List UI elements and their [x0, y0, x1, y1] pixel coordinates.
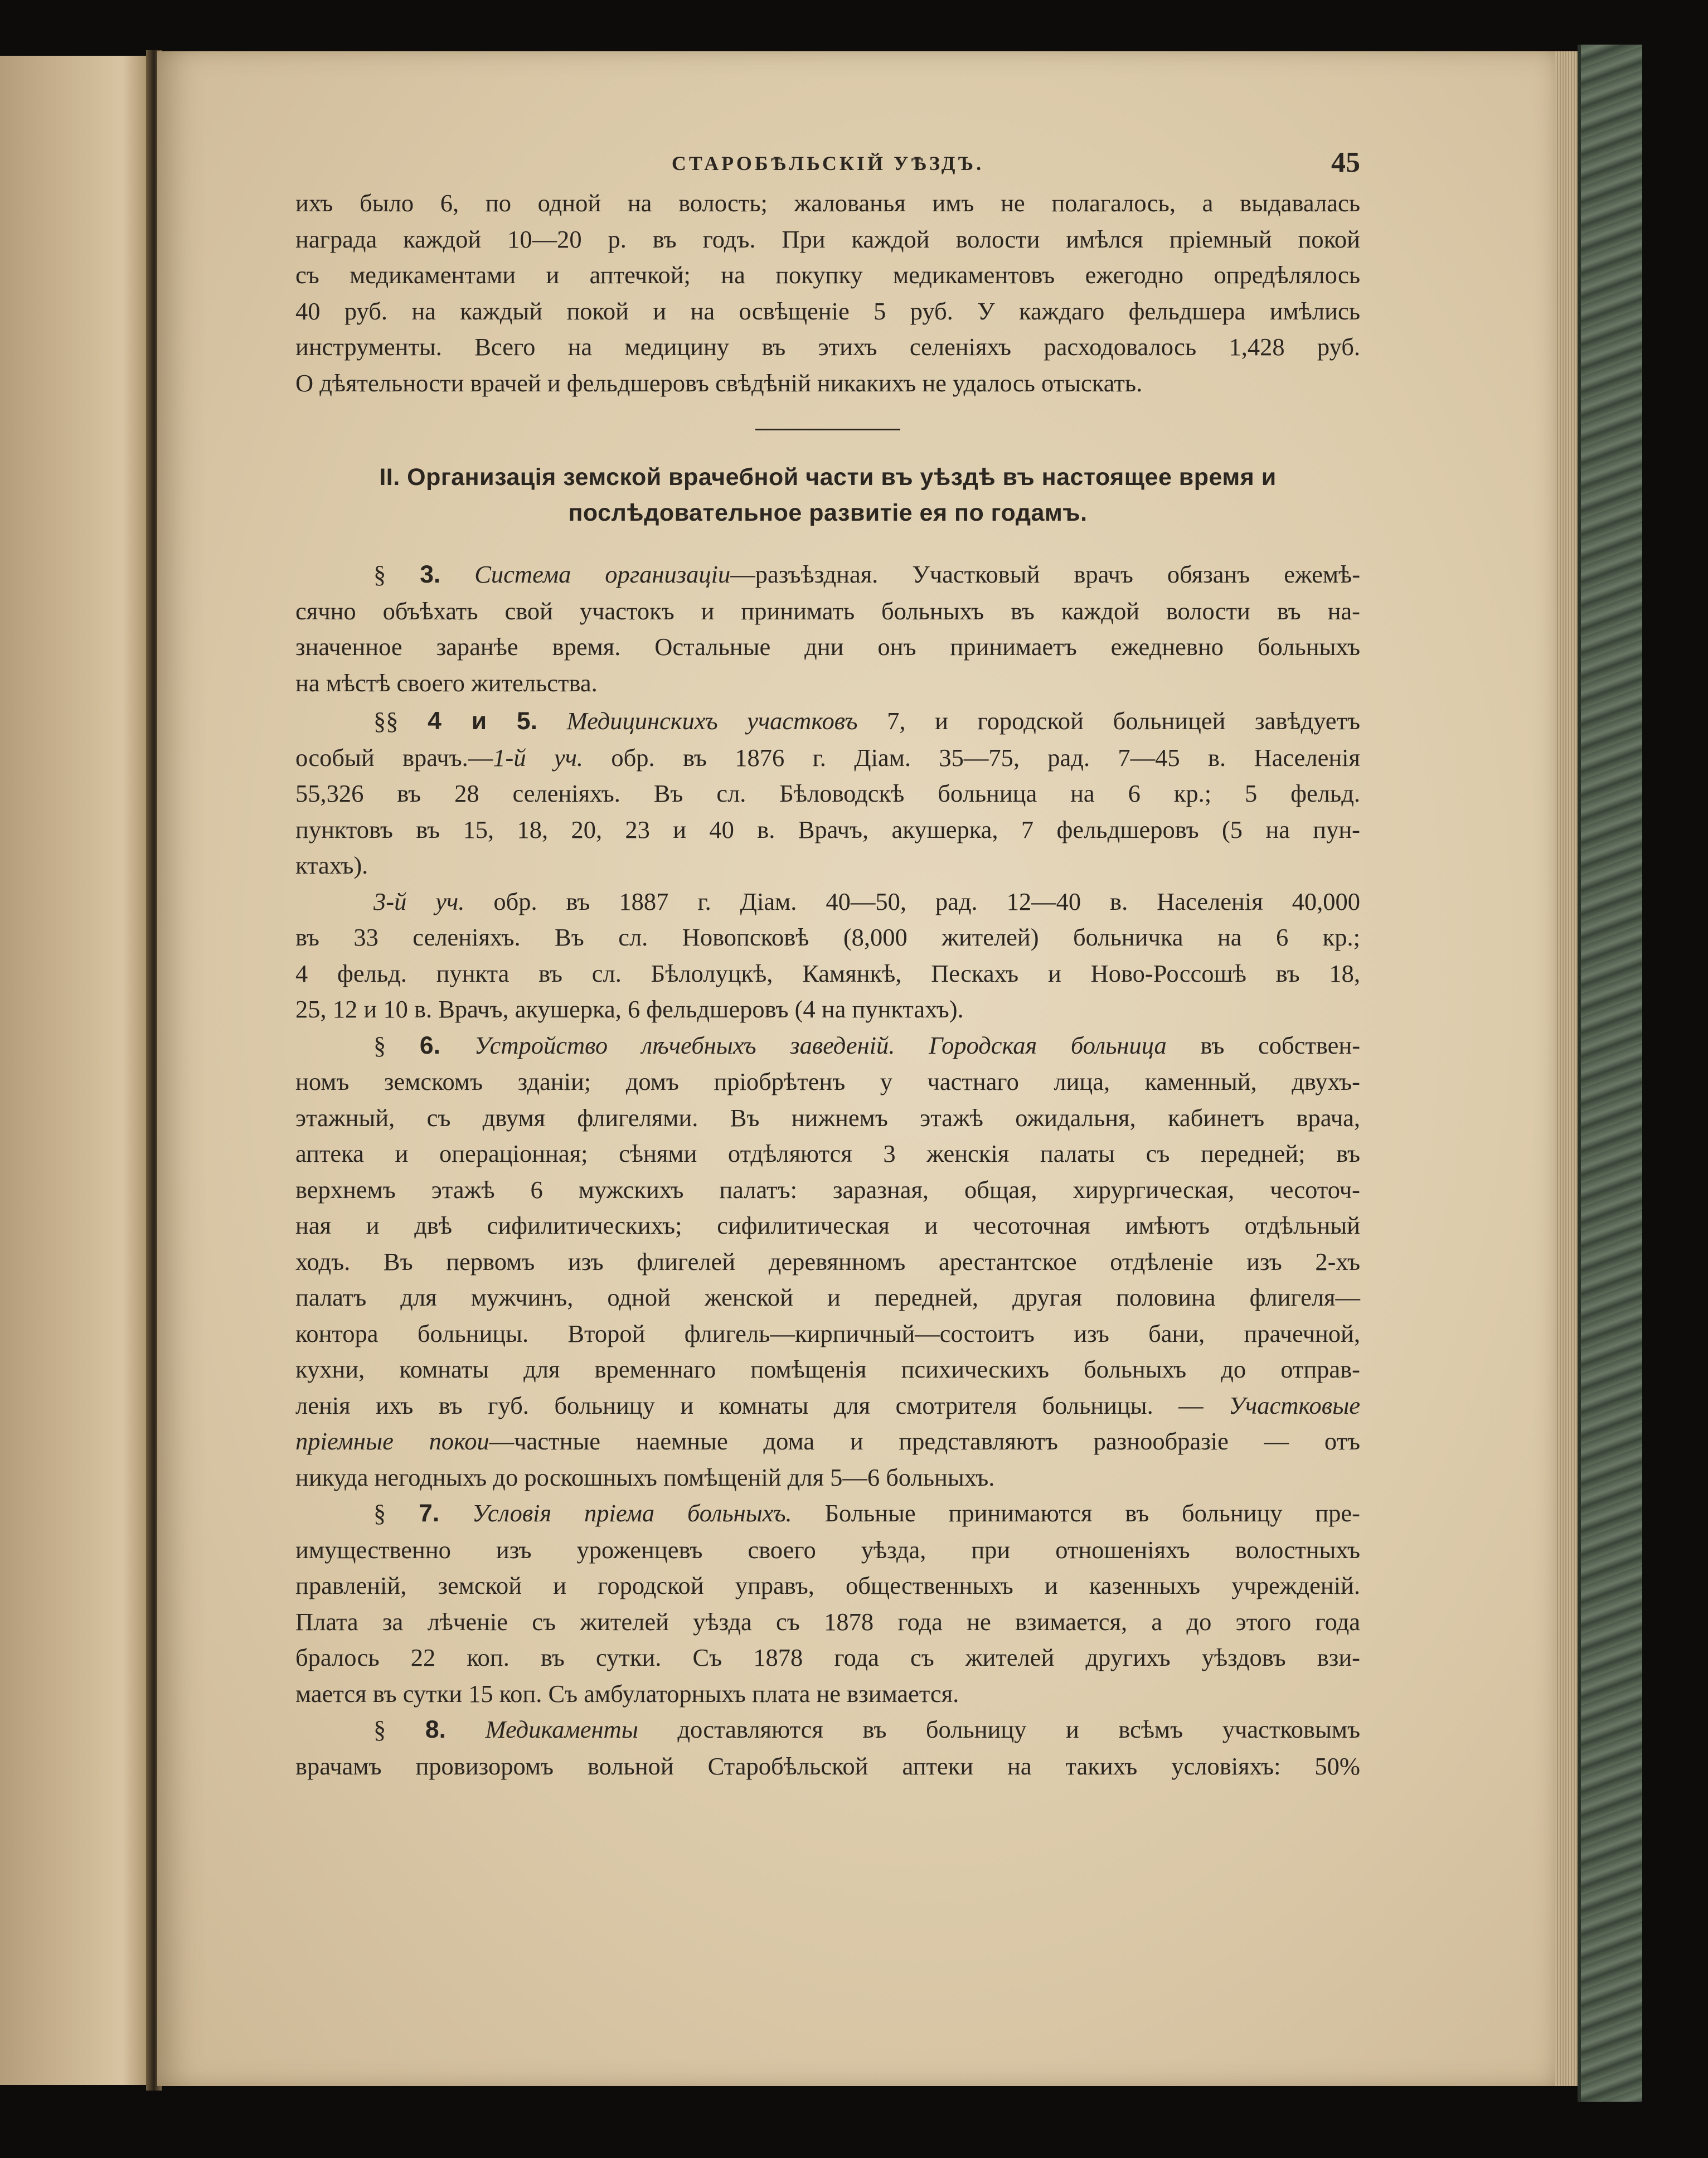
section-number: 4 и 5. — [428, 707, 538, 735]
text-line: верхнемъ этажѣ 6 мужскихъ палатъ: заразная, общая, хирургическая, чесоточ- — [295, 1175, 1360, 1204]
text-line: 25, 12 и 10 в. Врачъ, акушерка, 6 фельдшеровъ (4 на пунктахъ). — [295, 995, 964, 1023]
text-line — [295, 1711, 1360, 1748]
section-divider — [755, 429, 900, 430]
text-line: врачамъ провизоромъ вольной Старобѣльской аптеки на такихъ условіяхъ: 50% — [295, 1752, 1360, 1780]
text-line: 55,326 въ 28 селеніяхъ. Въ сл. Бѣловодскѣ больница на 6 кр.; 5 фельд. — [295, 779, 1360, 807]
text-run: Больные принимаются въ больницу пре- — [792, 1499, 1360, 1527]
text-line: ктахъ). — [295, 851, 368, 879]
text-line: ихъ было 6, по одной на волость; жалованья имъ не полагалось, а выдавалась — [295, 189, 1360, 217]
page-text — [295, 146, 1360, 1784]
page-edges — [1555, 51, 1578, 2086]
section-sign: § — [373, 1031, 386, 1059]
page-number: 45 — [1331, 147, 1360, 178]
text-line — [295, 1388, 1360, 1424]
text-run: доставляются въ больницу и всѣмъ участковымъ — [638, 1715, 1361, 1743]
section-number: 7. — [419, 1500, 440, 1527]
section-number: 3. — [420, 561, 441, 588]
text-line: мается въ сутки 15 коп. Съ амбулаторныхъ плата не взимается. — [295, 1679, 959, 1708]
text-line: правленій, земской и городской управъ, общественныхъ и казенныхъ учрежденій. — [295, 1572, 1360, 1599]
section-sign: § — [373, 560, 386, 588]
text-run: обр. въ 1876 г. Діам. 35—75, рад. 7—45 в. Населенія — [583, 743, 1360, 772]
marbled-cover — [1578, 45, 1642, 2102]
district-label: 1-й уч. — [493, 743, 584, 772]
text-line: 4 фельд. пункта въ сл. Бѣлолуцкѣ, Камянкѣ, Пескахъ и Ново-Россошѣ въ 18, — [295, 959, 1360, 987]
top-paragraph — [295, 185, 1360, 401]
chapter-heading — [295, 459, 1360, 531]
text-line — [295, 1027, 1360, 1064]
section-number: 8. — [425, 1716, 446, 1743]
text-line — [295, 740, 1360, 776]
text-line: контора больницы. Второй флигель—кирпичный—состоитъ изъ бани, прачечной, — [295, 1319, 1360, 1347]
facing-page-edge — [0, 56, 153, 2085]
text-line: 40 руб. на каждый покой и на освѣщеніе 5 руб. У каждаго фельдшера имѣлись — [295, 297, 1360, 325]
section-4-5 — [295, 703, 1360, 1027]
text-run: въ собствен- — [1166, 1031, 1361, 1059]
section-title: Медицинскихъ участковъ — [566, 707, 858, 735]
text-run: 7, и городской больницей завѣдуетъ — [857, 707, 1361, 735]
section-title: Система организаціи — [474, 560, 731, 588]
text-line: ная и двѣ сифилитическихъ; сифилитическая и чесоточная имѣютъ отдѣльный — [295, 1211, 1360, 1239]
text-line: значенное заранѣе время. Остальные дни онъ принимаетъ ежедневно больныхъ — [295, 633, 1360, 661]
section-title: Устройство лѣчебныхъ заведеній. — [474, 1031, 895, 1059]
section-subtitle: Городская больница — [929, 1031, 1167, 1059]
italic-term: пріемные покои — [295, 1427, 489, 1455]
section-7 — [295, 1495, 1360, 1711]
section-sign: § — [373, 1715, 386, 1743]
text-run: —разъѣздная. Участковый врачъ обязанъ ежемѣ- — [730, 560, 1361, 588]
running-head — [295, 146, 1360, 185]
text-line: Плата за лѣченіе съ жителей уѣзда съ 1878 года не взимается, а до этого года — [295, 1607, 1360, 1636]
text-line: въ 33 селеніяхъ. Въ сл. Новопсковѣ (8,000 жителей) больничка на 6 кр.; — [295, 923, 1360, 951]
text-line: палатъ для мужчинъ, одной женской и передней, другая половина флигеля— — [295, 1283, 1360, 1311]
text-line: этажный, съ двумя флигелями. Въ нижнемъ этажѣ ожидальня, кабинетъ врача, — [295, 1103, 1360, 1132]
italic-term: Участковые — [1229, 1391, 1360, 1419]
text-line: награда каждой 10—20 р. въ годъ. При каждой волости имѣлся пріемный покой — [295, 225, 1360, 253]
section-6 — [295, 1027, 1360, 1496]
district-label: 3-й уч. — [373, 887, 465, 915]
chapter-heading-line: II. Организація земской врачебной части въ уѣздѣ въ настоящее время и — [379, 464, 1277, 491]
text-run: ленія ихъ въ губ. больницу и комнаты для смотрителя больницы. — — [295, 1391, 1229, 1419]
text-line: О дѣятельности врачей и фельдшеровъ свѣдѣній никакихъ не удалось отыскать. — [295, 368, 1143, 397]
chapter-heading-line: послѣдовательное развитіе ея по годамъ. — [568, 500, 1088, 526]
text-line: аптека и операціонная; сѣнями отдѣляются 3 женскія палаты съ передней; въ — [295, 1139, 1360, 1167]
section-8 — [295, 1711, 1360, 1784]
text-line — [295, 1495, 1360, 1532]
text-line: на мѣстѣ своего жительства. — [295, 668, 598, 697]
text-line: инструменты. Всего на медицину въ этихъ селеніяхъ расходовалось 1,428 руб. — [295, 333, 1360, 361]
text-line: имущественно изъ уроженцевъ своего уѣзда, при отношеніяхъ волостныхъ — [295, 1535, 1360, 1564]
text-line — [295, 884, 1360, 920]
section-title: Условія пріема больныхъ. — [472, 1499, 792, 1527]
text-line: кухни, комнаты для временнаго помѣщенія психическихъ больныхъ до отправ- — [295, 1355, 1360, 1383]
text-line: никуда негодныхъ до роскошныхъ помѣщеній для 5—6 больныхъ. — [295, 1463, 995, 1491]
text-line — [295, 1423, 1360, 1459]
text-line: ходъ. Въ первомъ изъ флигелей деревянномъ арестантское отдѣленіе изъ 2-хъ — [295, 1247, 1360, 1276]
text-run: —частные наемные дома и представляютъ разнообразіе — отъ — [489, 1427, 1360, 1455]
text-run: обр. въ 1887 г. Діам. 40—50, рад. 12—40 в. Населенія 40,000 — [464, 887, 1360, 915]
running-title: СТАРОБѢЛЬСКІЙ УѢЗДЪ. — [671, 152, 984, 174]
section-3 — [295, 556, 1360, 701]
text-line: бралось 22 коп. въ сутки. Съ 1878 года съ жителей другихъ уѣздовъ взи- — [295, 1643, 1360, 1671]
text-line: пунктовъ въ 15, 18, 20, 23 и 40 в. Врачъ, акушерка, 7 фельдшеровъ (5 на пун- — [295, 815, 1360, 843]
section-title: Медикаменты — [485, 1715, 638, 1743]
text-line: съ медикаментами и аптечкой; на покупку медикаментовъ ежегодно опредѣлялось — [295, 261, 1360, 289]
section-sign: §§ — [373, 707, 399, 735]
text-line: номъ земскомъ зданіи; домъ пріобрѣтенъ у частнаго лица, каменный, двухъ- — [295, 1068, 1360, 1095]
section-number: 6. — [419, 1031, 441, 1059]
section-sign: § — [373, 1499, 386, 1527]
text-run: особый врачъ.— — [295, 743, 493, 772]
text-line — [295, 556, 1360, 593]
text-line — [295, 703, 1360, 740]
text-line: сячно объѣхать свой участокъ и принимать больныхъ въ каждой волости въ на- — [295, 597, 1360, 625]
